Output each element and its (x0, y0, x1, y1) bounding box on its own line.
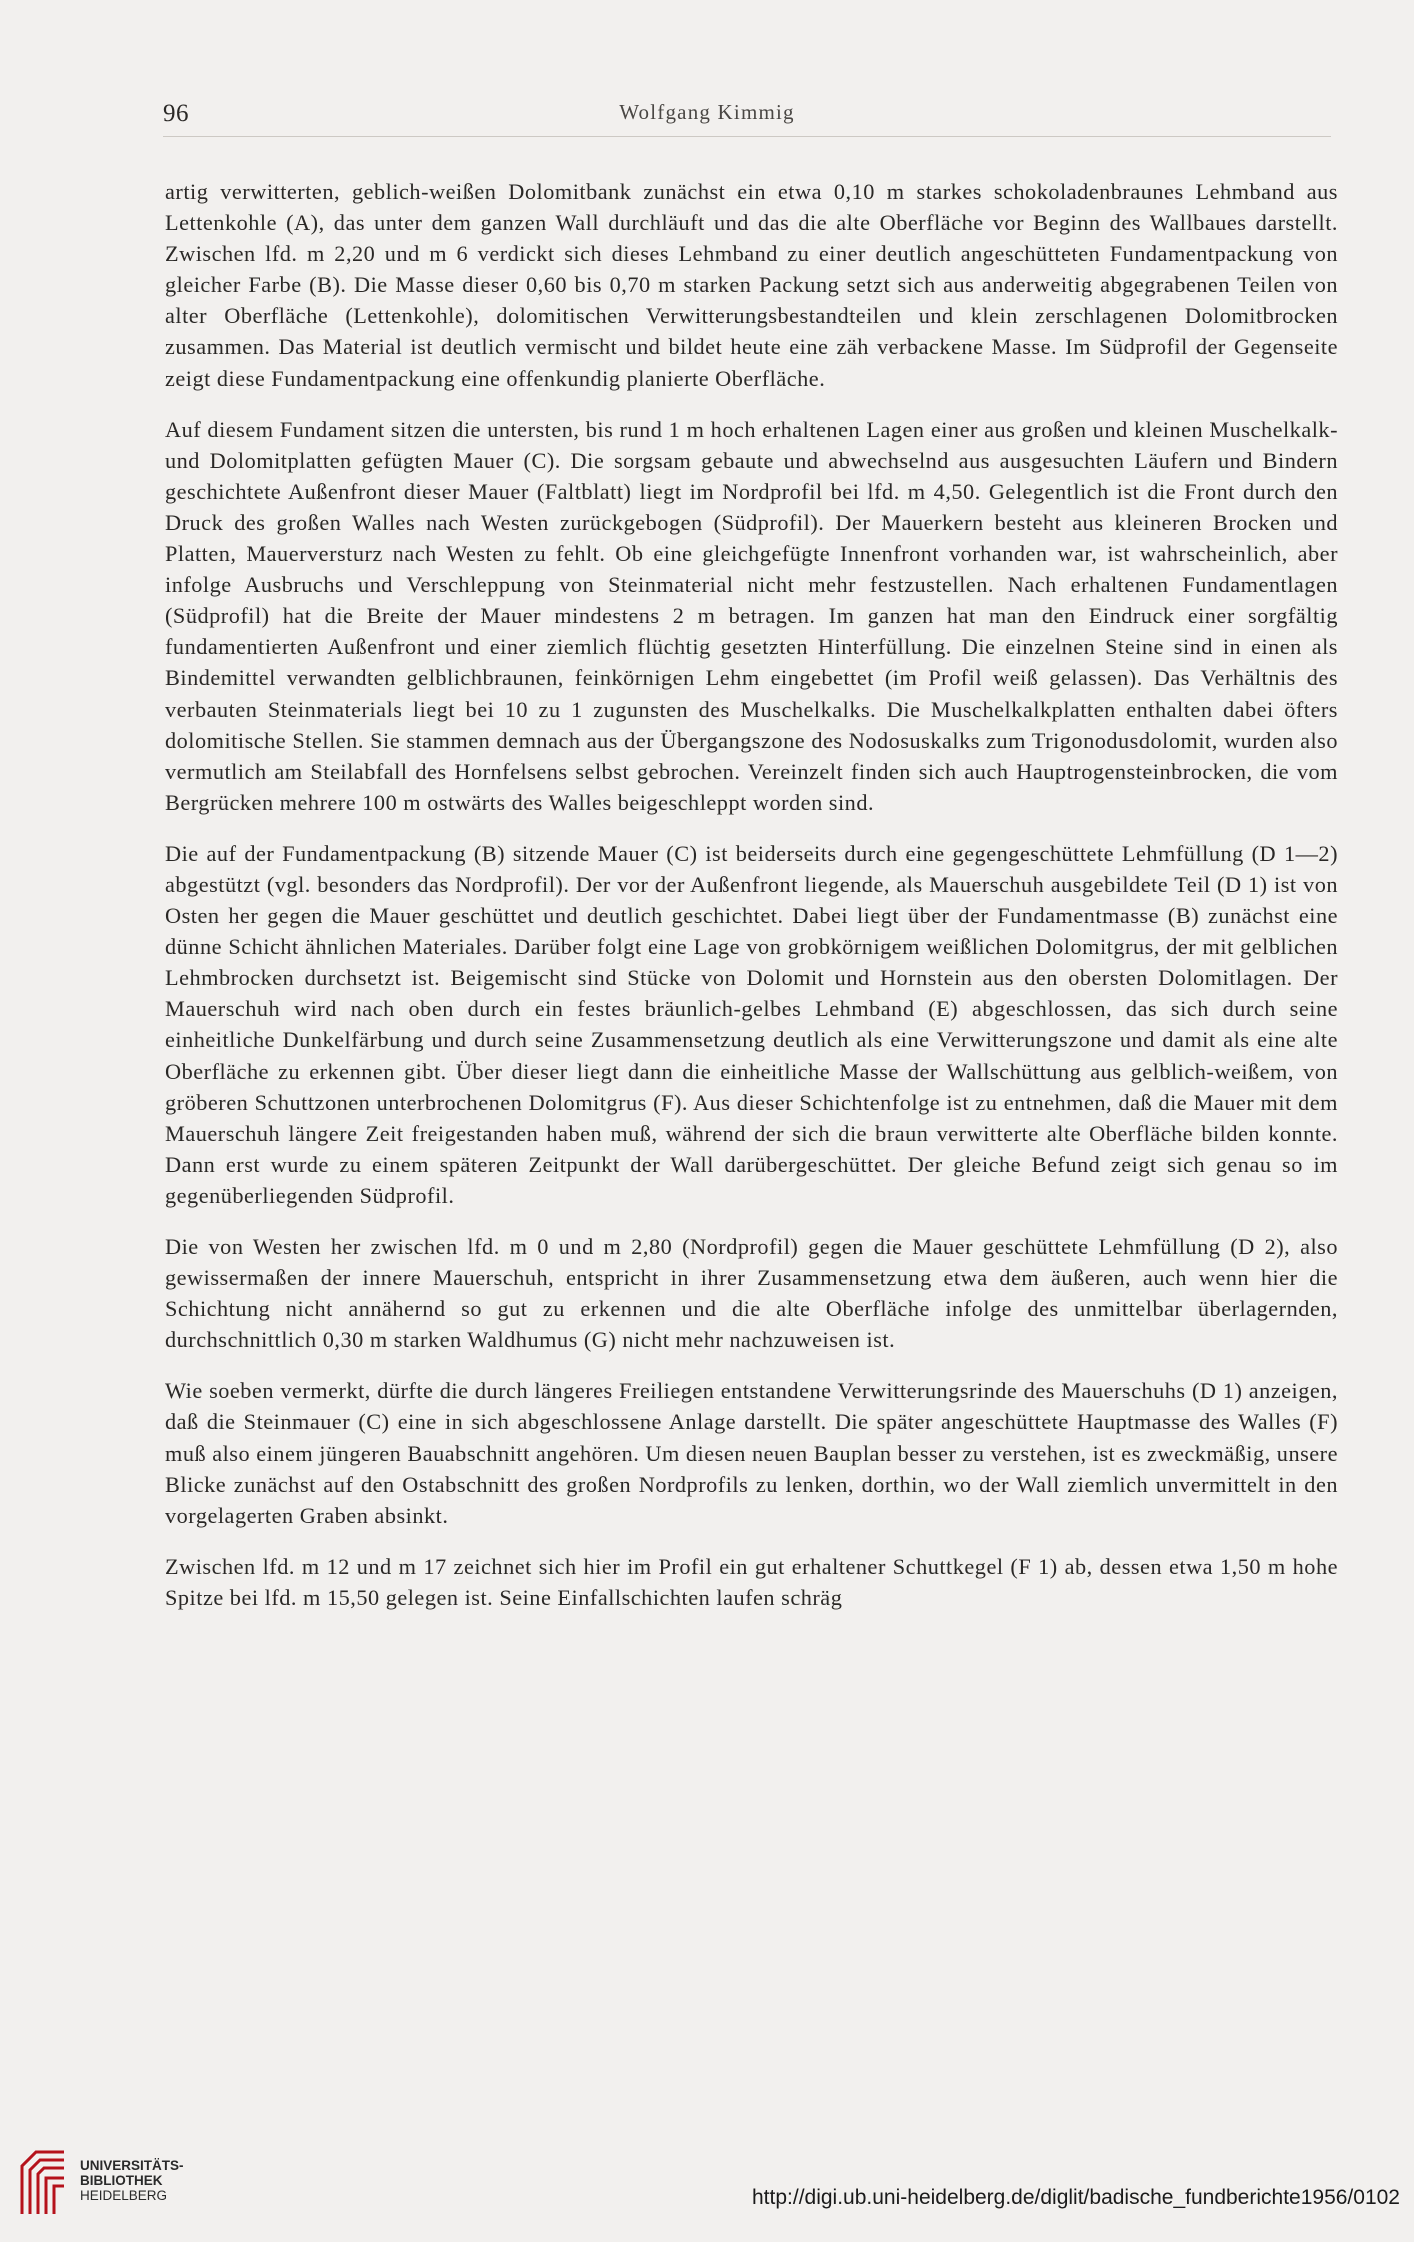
body-text (165, 176, 1338, 1633)
library-logo-text (80, 2158, 184, 2203)
paragraph-6: Zwischen lfd. m 12 und m 17 zeichnet sich hier im Profil ein gut erhaltener Schuttkegel (F 1) ab, dessen etwa 1,50 m hohe Spitze bei lfd. m 15,50 gelegen ist. Seine Einfallschichten laufen schräg (165, 1553, 1338, 1610)
logo-line-3: HEIDELBERG (80, 2188, 168, 2203)
logo-line-2: BIBLIOTHEK (80, 2173, 163, 2188)
page-number: 96 (163, 100, 189, 127)
paragraph-1: artig verwitterten, geblich-weißen Dolomitbank zunächst ein etwa 0,10 m starkes schokoladenbraunes Lehmband aus Lettenkohle (A), das unter dem ganzen Wall durchläuft und das die alte Oberfläche vor Beginn des Wallbaues darstellt. Zwischen lfd. m 2,20 und m 6 verdickt sich dieses Lehmband zu einer deutlich angeschütteten Fundamentpackung von gleicher Farbe (B). Die Masse dieser 0,60 bis 0,70 m starken Packung setzt sich aus anderweitig abgegrabenen Teilen von alter Oberfläche (Lettenkohle), dolomitischen Verwitterungsbestandteilen und klein zerschlagenen Dolomitbrocken zusammen. Das Material ist deutlich vermischt und bildet heute eine zäh verbackene Masse. Im Südprofil der Gegenseite zeigt diese Fundamentpackung eine offenkundig planierte Oberfläche. (165, 179, 1338, 391)
logo-line-1: UNIVERSITÄTS- (80, 2158, 184, 2173)
paragraph-4: Die von Westen her zwischen lfd. m 0 und m 2,80 (Nordprofil) gegen die Mauer geschüttete Lehmfüllung (D 2), also gewissermaßen der innere Mauerschuh, entspricht in ihrer Zusammensetzung etwa dem äußeren, auch wenn hier die Schichtung nicht annähernd so gut zu erkennen und die alte Oberfläche infolge des unmittelbar überlagernden, durchschnittlich 0,30 m starken Waldhumus (G) nicht mehr nachzuweisen ist. (165, 1234, 1338, 1353)
library-logo (16, 2144, 216, 2216)
paragraph-2: Auf diesem Fundament sitzen die untersten, bis rund 1 m hoch erhaltenen Lagen einer aus großen und kleinen Muschelkalk- und Dolomitplatten gefügten Mauer (C). Die sorgsam gebaute und abwechselnd aus ausgesuchten Läufern und Bindern geschichtete Außenfront dieser Mauer (Faltblatt) liegt im Nordprofil bei lfd. m 4,50. Gelegentlich ist die Front durch den Druck des großen Walles nach Westen zurückgebogen (Südprofil). Der Mauerkern besteht aus kleineren Brocken und Platten, Mauerversturz nach Westen zu fehlt. Ob eine gleichgefügte Innenfront vorhanden war, ist wahrscheinlich, aber infolge Ausbruchs und Verschleppung von Steinmaterial nicht mehr festzustellen. Nach erhaltenen Fundamentlagen (Südprofil) hat die Breite der Mauer mindestens 2 m betragen. Im ganzen hat man den Eindruck einer sorgfältig fundamentierten Außenfront und einer ziemlich flüchtig gesetzten Hinterfüllung. Die einzelnen Steine sind in einen als Bindemittel verwandten gelblichbraunen, feinkörnigen Lehm eingebettet (im Profil weiß gelassen). Das Verhältnis des verbauten Steinmaterials liegt bei 10 zu 1 zugunsten des Muschelkalks. Die Muschelkalkplatten enthalten dabei öfters dolomitische Stellen. Sie stammen demnach aus der Übergangszone des Nodosuskalks zum Trigonodusdolomit, wurden also vermutlich am Steilabfall des Hornfelsens selbst gebrochen. Vereinzelt finden sich auch Hauptrogensteinbrocken, die vom Bergrücken mehrere 100 m ostwärts des Walles beigeschleppt worden sind. (165, 416, 1338, 815)
paragraph-3: Die auf der Fundamentpackung (B) sitzende Mauer (C) ist beiderseits durch eine gegengeschüttete Lehmfüllung (D 1—2) abgestützt (vgl. besonders das Nordprofil). Der vor der Außenfront liegende, als Mauerschuh ausgebildete Teil (D 1) ist von Osten her gegen die Mauer geschüttet und deutlich geschichtet. Dabei liegt über der Fundamentmasse (B) zunächst eine dünne Schicht ähnlichen Materiales. Darüber folgt eine Lage von grobkörnigem weißlichen Dolomitgrus, der mit gelblichen Lehmbrocken durchsetzt ist. Beigemischt sind Stücke von Dolomit und Hornstein aus den obersten Dolomitlagen. Der Mauerschuh wird nach oben durch ein festes bräunlich-gelbes Lehmband (E) abgeschlossen, das sich durch seine einheitliche Dunkelfärbung und durch seine Zusammensetzung deutlich als eine Verwitterungszone und damit als eine alte Oberfläche zu erkennen gibt. Über dieser liegt dann die einheitliche Masse der Wallschüttung aus gelblich-weißem, von gröberen Schuttzonen unterbrochenen Dolomitgrus (F). Aus dieser Schichtenfolge ist zu entnehmen, daß die Mauer mit dem Mauerschuh längere Zeit freigestanden haben muß, während der sich die braun verwitterte alte Oberfläche bilden konnte. Dann erst wurde zu einem späteren Zeitpunkt der Wall darübergeschüttet. Der gleiche Befund zeigt sich genau so im gegenüberliegenden Südprofil. (165, 840, 1338, 1208)
header-rule (163, 136, 1331, 137)
source-url-link[interactable]: http://digi.ub.uni-heidelberg.de/diglit/badische_fundberichte1956/0102 (752, 2186, 1400, 2209)
library-logo-icon (16, 2144, 70, 2216)
running-head: Wolfgang Kimmig (619, 100, 795, 124)
paragraph-5: Wie soeben vermerkt, dürfte die durch längeres Freiliegen entstandene Verwitterungsrinde des Mauerschuhs (D 1) anzeigen, daß die Steinmauer (C) eine in sich abgeschlossene Anlage darstellt. Die später angeschüttete Hauptmasse des Walles (F) muß also einem jüngeren Bauabschnitt angehören. Um diesen neuen Bauplan besser zu verstehen, ist es zweckmäßig, unsere Blicke zunächst auf den Ostabschnitt des großen Nordprofils zu lenken, dorthin, wo der Wall ziemlich unvermittelt in den vorgelagerten Graben absinkt. (165, 1378, 1338, 1528)
